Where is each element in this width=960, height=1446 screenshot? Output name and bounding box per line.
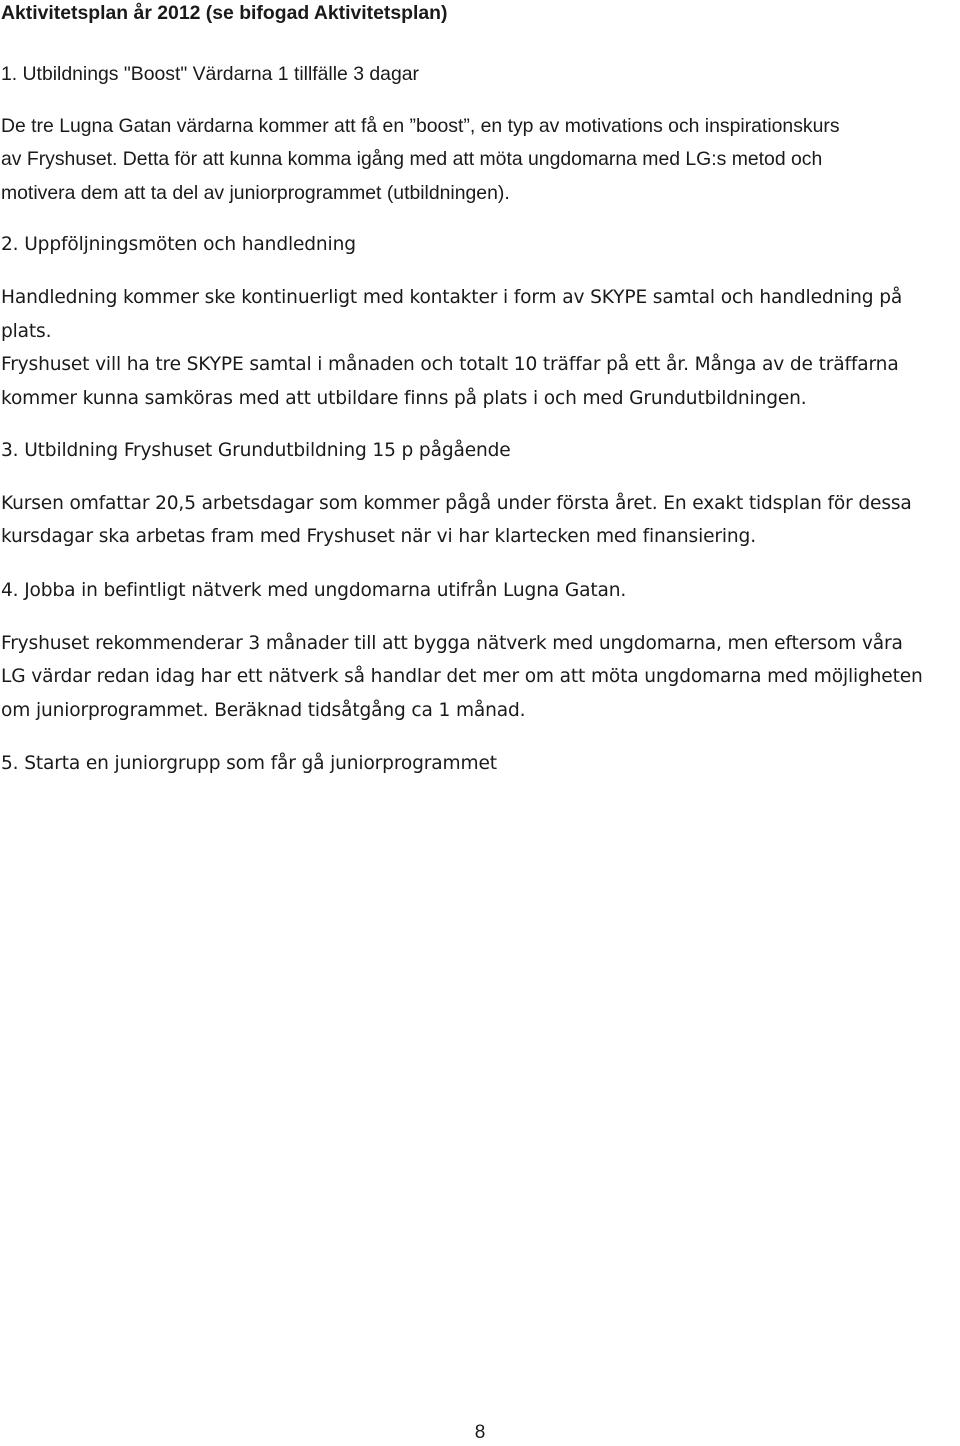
section-3-line-1: Kursen omfattar 20,5 arbetsdagar som kommer pågå under första året. En exakt tidsplan för dessa bbox=[1, 493, 912, 514]
section-2-line-4: kommer kunna samköras med att utbildare finns på plats i och med Grundutbildningen. bbox=[1, 388, 807, 409]
page-number: 8 bbox=[474, 1422, 486, 1443]
section-4-line-3: om juniorprogrammet. Beräknad tidsåtgång ca 1 månad. bbox=[1, 700, 526, 721]
section-2-line-1: Handledning kommer ske kontinuerligt med kontakter i form av SKYPE samtal och handledning på bbox=[1, 287, 903, 308]
section-1-line-1: De tre Lugna Gatan värdarna kommer att få en ”boost”, en typ av motivations och inspirationskurs bbox=[1, 115, 840, 137]
section-1-line-3: motivera dem att ta del av juniorprogrammet (utbildningen). bbox=[1, 182, 510, 204]
section-2-line-3: Fryshuset vill ha tre SKYPE samtal i månaden och totalt 10 träffar på ett år. Många av de träffarna bbox=[1, 354, 899, 375]
section-4-line-2: LG värdar redan idag har ett nätverk så handlar det mer om att möta ungdomarna med möjligheten bbox=[1, 666, 923, 687]
section-2-heading: 2. Uppföljningsmöten och handledning bbox=[1, 234, 356, 255]
section-5-heading: 5. Starta en juniorgrupp som får gå juniorprogrammet bbox=[1, 753, 497, 774]
section-3-line-2: kursdagar ska arbetas fram med Fryshuset när vi har klartecken med finansiering. bbox=[1, 526, 756, 547]
section-4-line-1: Fryshuset rekommenderar 3 månader till att bygga nätverk med ungdomarna, men eftersom våra bbox=[1, 633, 903, 654]
document-title: Aktivitetsplan år 2012 (se bifogad Aktivitetsplan) bbox=[1, 2, 448, 24]
section-2-line-2: plats. bbox=[1, 321, 52, 342]
section-3-heading: 3. Utbildning Fryshuset Grundutbildning 15 p pågående bbox=[1, 440, 511, 461]
section-1-heading: 1. Utbildnings "Boost" Värdarna 1 tillfälle 3 dagar bbox=[1, 63, 419, 85]
section-4-heading: 4. Jobba in befintligt nätverk med ungdomarna utifrån Lugna Gatan. bbox=[1, 580, 627, 601]
section-1-line-2: av Fryshuset. Detta för att kunna komma igång med att möta ungdomarna med LG:s metod och bbox=[1, 148, 823, 170]
